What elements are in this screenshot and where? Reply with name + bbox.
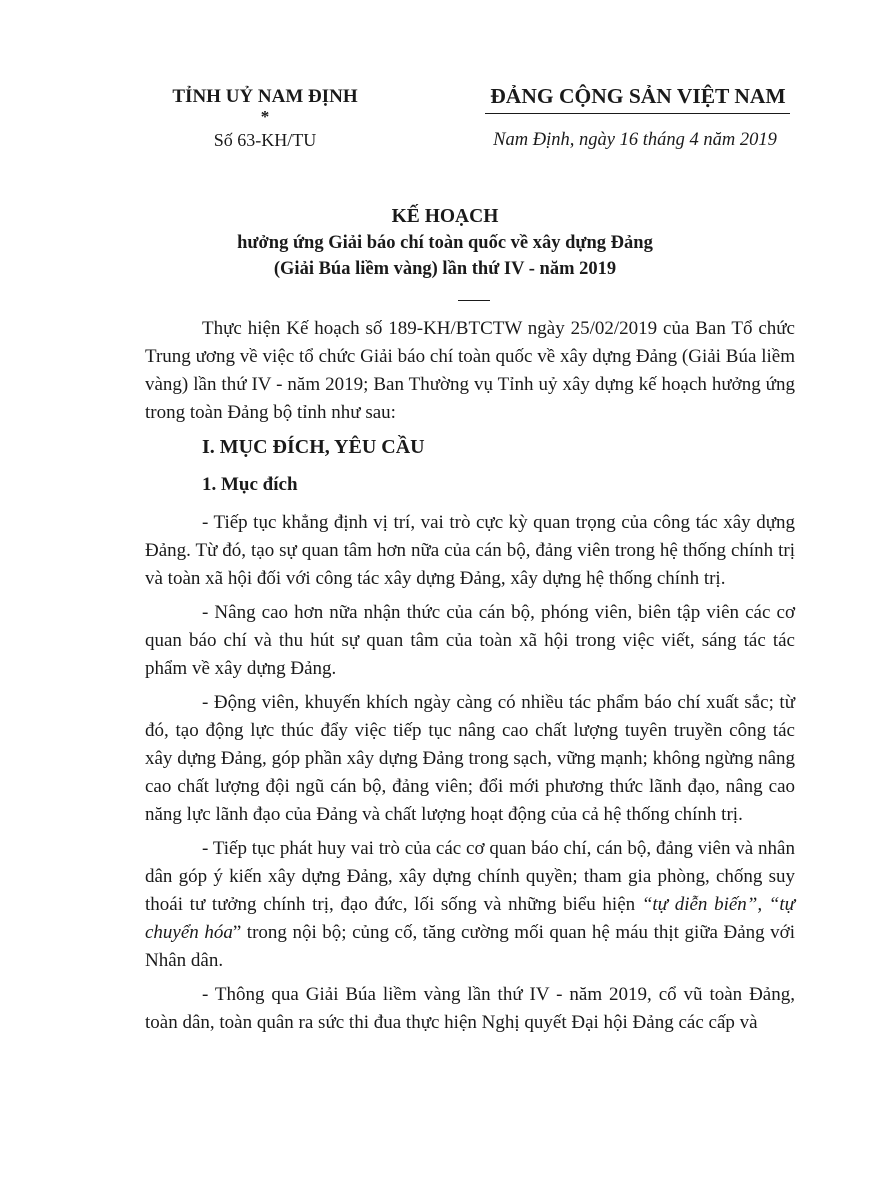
paragraph-1: - Tiếp tục khẳng định vị trí, vai trò cực kỳ quan trọng của công tác xây dựng Đảng. Từ đó, tạo sự quan tâm hơn nữa của cán bộ, đảng viên trong hệ thống chính trị và toàn xã hội đối với công tác xây dựng Đảng, xây dựng hệ thống chính trị. xyxy=(145,512,795,589)
title-divider xyxy=(458,300,490,301)
title-block xyxy=(100,204,790,282)
issuing-org: TỈNH UỶ NAM ĐỊNH xyxy=(172,86,358,107)
paragraph-2: - Nâng cao hơn nữa nhận thức của cán bộ, phóng viên, biên tập viên các cơ quan báo chí và thu hút sự quan tâm của toàn xã hội trong việc viết, sáng tác tác phẩm về xây dựng Đảng. xyxy=(145,602,795,679)
paragraph-4-italic: “tự diễn biến”, “tự chuyển hóa xyxy=(145,894,795,943)
paragraph-4-text-b: ” trong nội bộ; củng cố, tăng cường mối quan hệ máu thịt giữa Đảng với Nhân dân. xyxy=(145,922,795,971)
star-mark: * xyxy=(260,107,270,126)
issue-date: Nam Định, ngày 16 tháng 4 năm 2019 xyxy=(493,130,777,150)
party-name: ĐẢNG CỘNG SẢN VIỆT NAM xyxy=(490,84,786,108)
document-number: Số 63-KH/TU xyxy=(213,130,317,150)
document-body xyxy=(145,315,795,1037)
subsection-heading: 1. Mục đích xyxy=(202,474,298,495)
paragraph-5: - Thông qua Giải Búa liềm vàng lần thứ IV - năm 2019, cổ vũ toàn Đảng, toàn dân, toàn quân ra sức thi đua thực hiện Nghị quyết Đại hội Đảng các cấp và xyxy=(145,984,795,1033)
paragraph-3: - Động viên, khuyến khích ngày càng có nhiều tác phẩm báo chí xuất sắc; từ đó, tạo động lực thúc đẩy việc tiếp tục nâng cao chất lượng tuyên truyền công tác xây dựng Đảng, góp phần xây dựng Đảng trong sạch, vững mạnh; không ngừng nâng cao chất lượng đội ngũ cán bộ, đảng viên; đổi mới phương thức lãnh đạo, nâng cao năng lực lãnh đạo của Đảng và chất lượng hoạt động của cả hệ thống chính trị. xyxy=(145,692,795,825)
party-underline xyxy=(485,113,790,114)
intro-paragraph: Thực hiện Kế hoạch số 189-KH/BTCTW ngày 25/02/2019 của Ban Tổ chức Trung ương về việc tổ chức Giải báo chí toàn quốc về xây dựng Đảng (Giải Búa liềm vàng) lần thứ IV - năm 2019; Ban Thường vụ Tỉnh uỷ xây dựng kế hoạch hưởng ứng trong toàn Đảng bộ tỉnh như sau: xyxy=(145,318,795,423)
doc-subtitle-1: hưởng ứng Giải báo chí toàn quốc về xây dựng Đảng xyxy=(237,233,653,253)
doc-subtitle-2: (Giải Búa liềm vàng) lần thứ IV - năm 2019 xyxy=(273,259,617,279)
paragraph-4-text-a: - Tiếp tục phát huy vai trò của các cơ quan báo chí, cán bộ, đảng viên và nhân dân góp ý kiến xây dựng Đảng, xây dựng chính quyền; tham gia phòng, chống suy thoái tư tưởng chính trị, đạo đức, lối sống và những biểu hiện xyxy=(145,838,795,915)
section-heading: I. MỤC ĐÍCH, YÊU CẦU xyxy=(202,436,425,458)
doc-title: KẾ HOẠCH xyxy=(391,206,499,227)
paragraph-4 xyxy=(145,835,795,975)
